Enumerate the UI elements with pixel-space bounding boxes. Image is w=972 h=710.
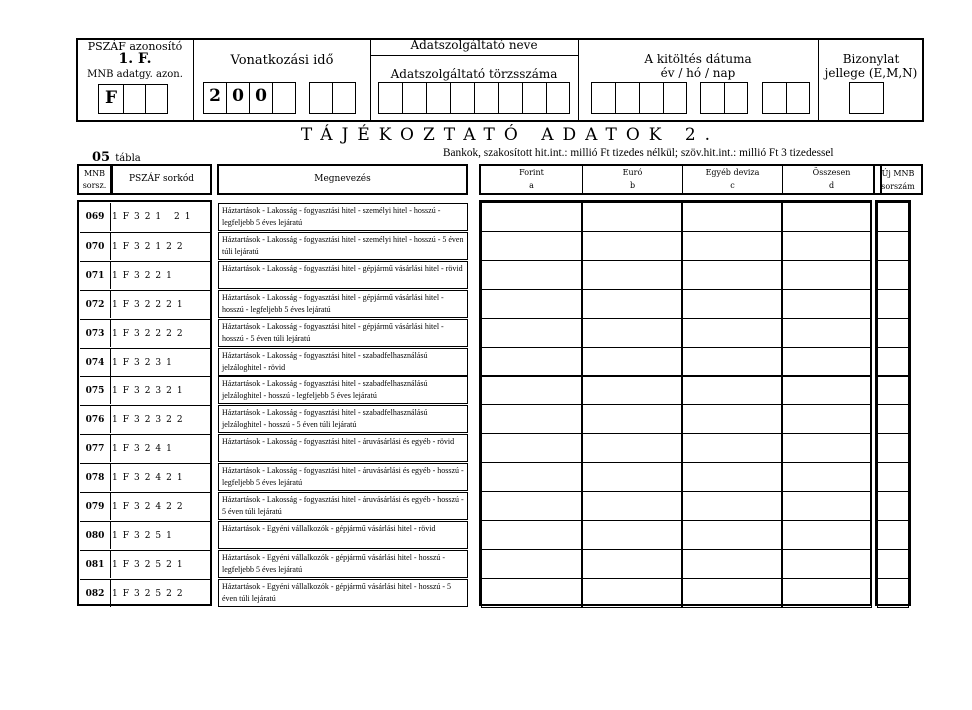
row-number: 074	[80, 349, 111, 376]
unit-note: Bankok, szakosított hit.int.: millió Ft tizedes nélkül; szöv.hit.int.: millió Ft 3 tizedessel	[443, 147, 834, 159]
row-code: 1F32322	[112, 415, 188, 425]
doc-type-label: Bizonylat	[842, 52, 900, 66]
row-description: Háztartások - Lakosság - fogyasztási hitel - áruvásárlási és egyéb - hosszú - legfeljebb 5 éves lejáratú	[218, 463, 468, 491]
year-digit-3-field[interactable]	[249, 82, 273, 114]
doc-type-field[interactable]	[849, 82, 884, 114]
col-egyeb-letter: c	[730, 181, 735, 190]
year-digit-2-field[interactable]	[226, 82, 250, 114]
table-no: 05	[92, 150, 111, 165]
col-forint-label: Forint	[519, 168, 544, 177]
row-description: Háztartások - Lakosság - fogyasztási hitel - gépjármű vásárlási hitel - hosszú - 5 éven túli lejáratú	[218, 319, 468, 347]
row-number: 072	[80, 291, 111, 318]
col-euro-letter: b	[629, 181, 636, 190]
row-code: 1F321 21	[112, 212, 196, 222]
table-number	[92, 146, 141, 165]
row-code: 1F3251	[112, 531, 177, 541]
col-uj-line2: sorszám	[881, 182, 915, 191]
row-number: 075	[80, 377, 111, 404]
row-code: 1F32421	[112, 473, 188, 483]
col-header-uj-mnb	[873, 164, 923, 195]
col-osszesen-label: Összesen	[812, 168, 851, 177]
row-description: Háztartások - Egyéni vállalkozók - gépjármű vásárlási hitel - rövid	[218, 521, 468, 549]
provider-separator	[371, 55, 578, 56]
pszaf-label: PSZÁF azonosító	[87, 40, 183, 53]
row-description: Háztartások - Egyéni vállalkozók - gépjármű vásárlási hitel - hosszú - legfeljebb 5 éves lejáratú	[218, 550, 468, 578]
row-number: 079	[80, 493, 111, 520]
col-header-osszesen	[783, 166, 880, 192]
row-code: 1F32422	[112, 502, 188, 512]
row-code: 1F32122	[112, 242, 188, 252]
row-code: 1F3241	[112, 444, 177, 454]
row-code: 1F32521	[112, 560, 188, 570]
col-header-mnb-sorsz	[77, 164, 112, 195]
id-letter: F	[104, 88, 118, 108]
provider-reg-field[interactable]	[378, 82, 570, 114]
col-uj-line1: Új MNB	[881, 169, 915, 178]
row-description: Háztartások - Lakosság - fogyasztási hitel - áruvásárlási és egyéb - hosszú - 5 éven túli lejáratú	[218, 492, 468, 520]
year-digit: 0	[255, 86, 267, 106]
provider-reg-label: Adatszolgáltató törzsszáma	[390, 67, 558, 81]
fill-date-format: év / hó / nap	[660, 66, 736, 80]
col-header-megnevezes	[217, 164, 468, 195]
row-number: 069	[80, 203, 111, 231]
row-description: Háztartások - Egyéni vállalkozók - gépjármű vásárlási hitel - hosszú - 5 éven túli lejáratú	[218, 579, 468, 607]
row-number: 071	[80, 262, 111, 289]
header-divider	[193, 39, 194, 121]
table-word: tábla	[115, 153, 141, 164]
fill-date-label: A kitöltés dátuma	[644, 52, 752, 66]
col-forint-letter: a	[529, 181, 534, 190]
uj-mnb-frame	[875, 200, 911, 606]
row-description: Háztartások - Lakosság - fogyasztási hitel - szabadfelhasználású jelzáloghitel - hosszú - legfeljebb 5 éves lejáratú	[218, 376, 468, 404]
col-header-euro	[583, 166, 682, 192]
date-year-field[interactable]	[591, 82, 687, 114]
col-mnb-line2: sorsz.	[82, 181, 107, 190]
row-code: 1F32222	[112, 329, 188, 339]
col-osszesen-letter: d	[828, 181, 835, 190]
col-header-pszaf-sorkod	[111, 164, 212, 195]
mnb-adatgy-label: MNB adatgy. azon.	[87, 69, 183, 80]
row-description: Háztartások - Lakosság - fogyasztási hitel - szabadfelhasználású jelzáloghitel - rövid	[218, 348, 468, 376]
doc-type-sub: jellege (E,M,N)	[824, 66, 918, 80]
row-description: Háztartások - Lakosság - fogyasztási hitel - szabadfelhasználású jelzáloghitel - hosszú - 5 éven túli lejáratú	[218, 405, 468, 433]
row-code: 1F32321	[112, 386, 188, 396]
row-code-frame	[77, 200, 212, 606]
col-pszaf-label: PSZÁF sorkód	[128, 174, 195, 184]
row-number: 078	[80, 464, 111, 491]
month-field[interactable]	[332, 82, 356, 114]
id-field-box[interactable]	[123, 84, 146, 114]
id-letter-field[interactable]	[98, 84, 124, 114]
row-description: Háztartások - Lakosság - fogyasztási hitel - gépjármű vásárlási hitel - hosszú - legfeljebb 5 éves lejáratú	[218, 290, 468, 318]
month-field[interactable]	[309, 82, 333, 114]
provider-name-label: Adatszolgáltató neve	[410, 38, 538, 52]
row-number: 081	[80, 551, 111, 578]
row-code: 1F3231	[112, 358, 177, 368]
row-code: 1F3221	[112, 271, 177, 281]
row-description: Háztartások - Lakosság - fogyasztási hitel - gépjármű vásárlási hitel - rövid	[218, 261, 468, 289]
col-header-forint	[481, 166, 582, 192]
row-description: Háztartások - Lakosság - fogyasztási hitel - személyi hitel - hosszú - 5 éven túli lejáratú	[218, 232, 468, 260]
year-digit-1-field[interactable]	[203, 82, 227, 114]
pszaf-value: 1. F.	[118, 51, 152, 67]
value-grid-frame	[479, 200, 872, 606]
year-digit-4-field[interactable]	[272, 82, 296, 114]
row-number: 077	[80, 435, 111, 462]
header-divider	[578, 39, 579, 121]
id-field-box[interactable]	[145, 84, 168, 114]
row-number: 070	[80, 233, 111, 260]
page-title: TÁJÉKOZTATÓ ADATOK 2.	[300, 125, 720, 145]
col-header-egyeb-deviza	[683, 166, 782, 192]
col-egyeb-label: Egyéb deviza	[705, 168, 760, 177]
reference-period-label: Vonatkozási idő	[230, 53, 334, 68]
row-description: Háztartások - Lakosság - fogyasztási hitel - áruvásárlási és egyéb - rövid	[218, 434, 468, 462]
row-number: 073	[80, 320, 111, 347]
year-digit: 0	[232, 86, 244, 106]
row-number: 082	[80, 580, 111, 607]
row-number: 076	[80, 406, 111, 433]
date-month-field[interactable]	[700, 82, 748, 114]
row-number: 080	[80, 522, 111, 549]
row-description: Háztartások - Lakosság - fogyasztási hitel - személyi hitel - hosszú - legfeljebb 5 éves lejáratú	[218, 203, 468, 231]
col-euro-label: Euró	[622, 168, 643, 177]
row-code: 1F32221	[112, 300, 188, 310]
year-digit: 2	[209, 86, 221, 106]
row-code: 1F32522	[112, 589, 188, 599]
col-megnevezes-label: Megnevezés	[314, 174, 371, 184]
date-day-field[interactable]	[762, 82, 810, 114]
col-mnb-line1: MNB	[83, 169, 106, 178]
